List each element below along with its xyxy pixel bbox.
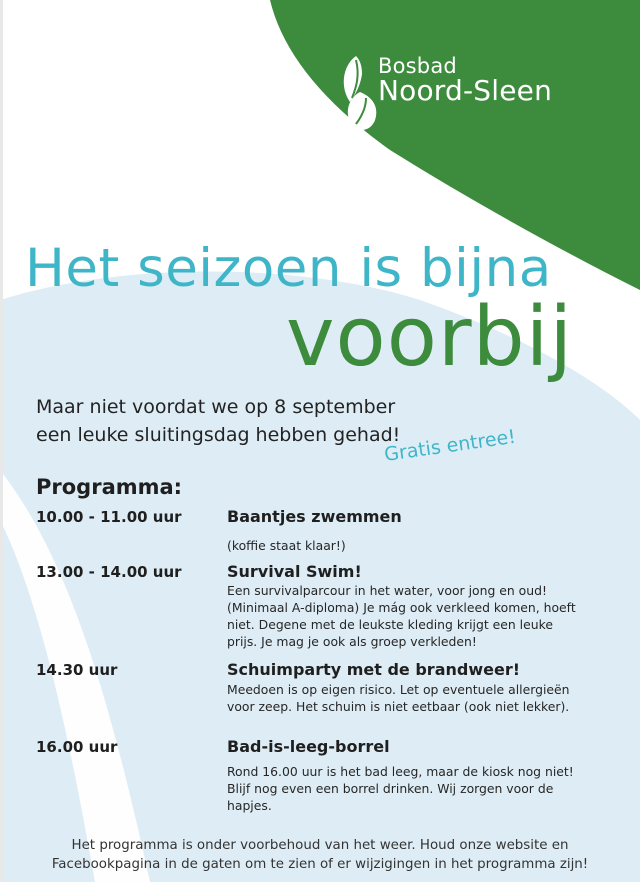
free-entry-badge: Gratis entree! (382, 425, 518, 466)
leaf-icon (338, 52, 382, 134)
program-time: 14.30 uur (36, 661, 118, 679)
headline-line-2: voorbij (286, 290, 574, 385)
program-event-desc: Een survivalparcour in het water, voor jong en oud! (Minimaal A-diploma) Je mág ook verkleed komen, hoeft niet. Degene met de leukste kleding krijgt een leuke prijs. Je mag je ook als groep verkleden! (227, 583, 576, 649)
program-event-title: Survival Swim! (227, 562, 362, 581)
program-event-desc: Meedoen is op eigen risico. Let op eventuele allergieën voor zeep. Het schuim is niet eetbaar (ook niet lekker). (227, 682, 570, 714)
program-time: 13.00 - 14.00 uur (36, 563, 182, 581)
headline-line-1: Het seizoen is bijna (25, 238, 552, 299)
program-event-title: Bad-is-leeg-borrel (227, 737, 390, 756)
logo-line-1: Bosbad (378, 54, 457, 78)
program-event-title: Schuimparty met de brandweer! (227, 660, 521, 679)
bosbad-logo (338, 52, 598, 138)
program-event-desc: (koffie staat klaar!) (227, 538, 346, 553)
program-title: Programma: (36, 475, 183, 499)
program-event-desc: Rond 16.00 uur is het bad leeg, maar de kiosk nog niet! Blijf nog even een borrel drinken. Wij zorgen voor de hapjes. (227, 764, 574, 813)
intro-text: Maar niet voordat we op 8 september een leuke sluitingsdag hebben gehad! (36, 396, 401, 446)
program-time: 10.00 - 11.00 uur (36, 508, 182, 526)
footer-note: Het programma is onder voorbehoud van het weer. Houd onze website en Facebookpagina in de gaten om te zien of er wijzigingen in het programma zijn! (51, 838, 589, 872)
program-time: 16.00 uur (36, 738, 118, 756)
logo-line-2: Noord-Sleen (378, 74, 553, 107)
program-event-title: Baantjes zwemmen (227, 507, 402, 526)
